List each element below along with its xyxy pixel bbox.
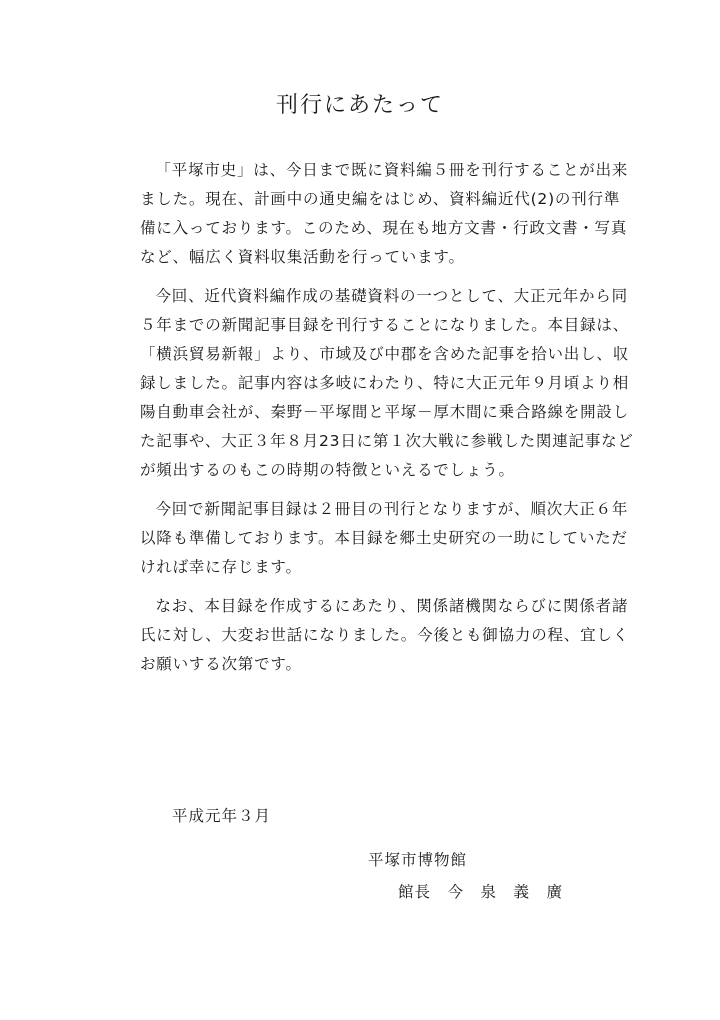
text-line: ければ幸に存じます。 <box>140 558 302 576</box>
document-title: 刊行にあたって <box>275 93 444 118</box>
paragraph-2 <box>140 282 634 485</box>
organization-name: 平塚市博物館 <box>368 851 468 869</box>
text-line: 「平塚市史」は、今日まで既に資料編５冊を刊行することが出来 <box>155 161 629 179</box>
text-line: が頻出するのもこの時期の特徴といえるでしょう。 <box>140 461 515 479</box>
signer-name: 館長 今 泉 義 廣 <box>398 883 564 901</box>
text-line: た記事や、大正３年８月23日に第１次大戦に参戦した関連記事など <box>140 432 634 450</box>
text-line: お願いする次第です。 <box>140 655 302 673</box>
text-line: 録しました。記事内容は多岐にわたり、特に大正元年９月頃より相 <box>140 374 630 392</box>
text-line: 今回で新聞記事目録は２冊目の刊行となりますが、順次大正６年 <box>155 500 629 518</box>
text-line: 以降も準備しております。本目録を郷土史研究の一助にしていただ <box>140 529 628 547</box>
text-line: 今回、近代資料編作成の基礎資料の一つとして、大正元年から同 <box>155 287 628 305</box>
text-line: なお、本目録を作成するにあたり、関係諸機関ならびに関係者諸 <box>155 597 629 615</box>
text-line: ました。現在、計画中の通史編をはじめ、資料編近代(2)の刊行準 <box>140 190 621 208</box>
text-line: ５年までの新聞記事目録を刊行することになりました。本目録は、 <box>140 316 630 334</box>
publication-date: 平成元年３月 <box>172 807 272 825</box>
text-line: 氏に対し、大変お世話になりました。今後とも御協力の程、宜しく <box>140 626 630 644</box>
document-body <box>140 156 634 689</box>
text-line: 備に入っております。このため、現在も地方文書・行政文書・写真 <box>140 219 628 237</box>
paragraph-4 <box>140 592 630 679</box>
paragraph-1 <box>140 156 629 272</box>
text-line: 陽自動車会社が、秦野－平塚間と平塚－厚木間に乗合路線を開設し <box>140 403 630 421</box>
text-line: など、幅広く資料収集活動を行っています。 <box>140 248 465 266</box>
paragraph-3 <box>140 495 629 582</box>
text-line: 「横浜貿易新報」より、市域及び中郡を含めた記事を拾い出し、収 <box>140 345 630 363</box>
